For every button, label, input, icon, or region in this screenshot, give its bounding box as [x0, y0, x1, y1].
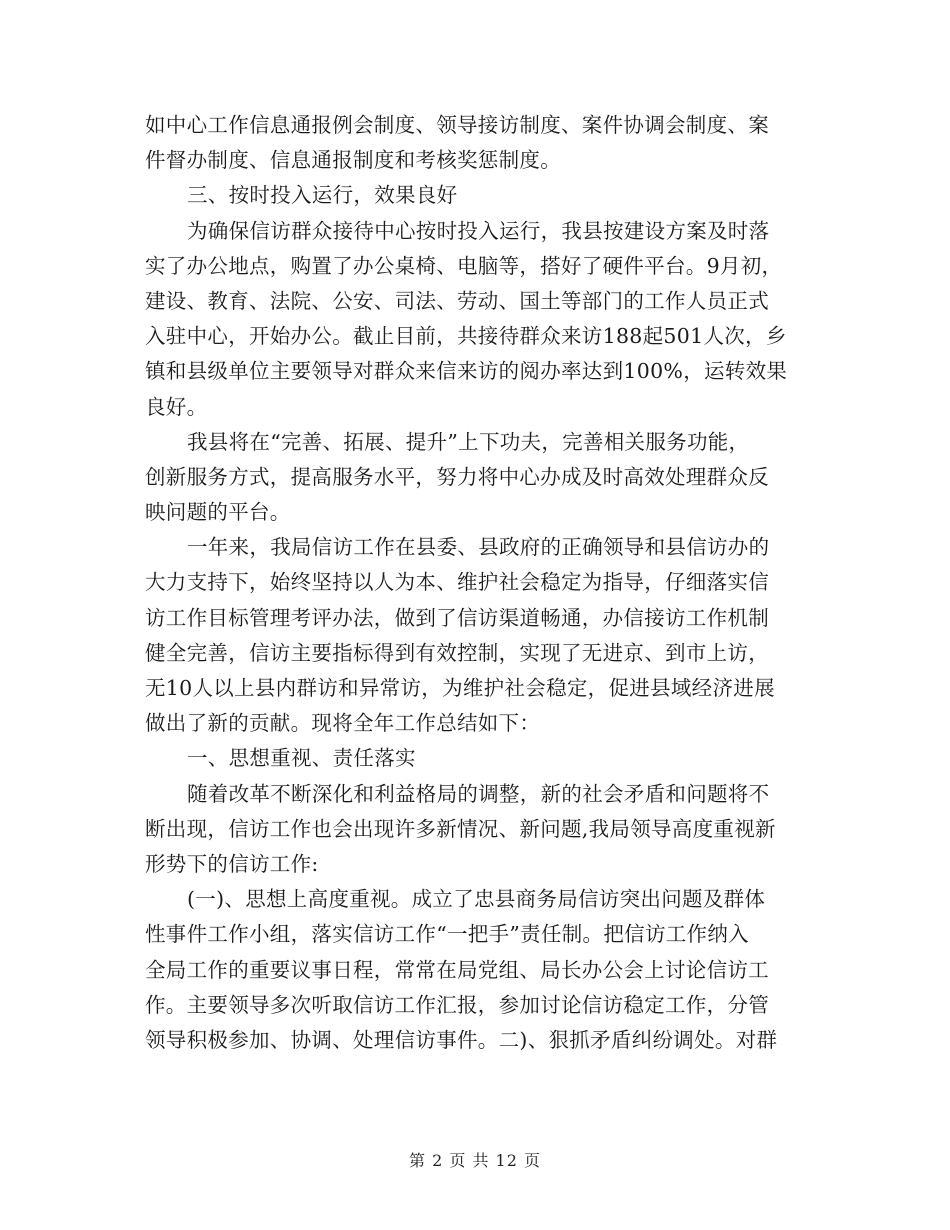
text-line: 随着改革不断深化和利益格局的调整，新的社会矛盾和问题将不 [187, 781, 770, 806]
text-line: 创新服务方式，提高服务水平，努力将中心办成及时高效处理群众反 [145, 464, 769, 489]
text-line: 做出了新的贡献。现将全年工作总结如下： [145, 711, 541, 736]
text-line: 领导积极参加、协调、处理信访事件。二)、狠抓矛盾纠纷调处。对群 [145, 1027, 778, 1052]
text-line: 三、按时投入运行，效果良好 [187, 183, 458, 208]
text-line: 形势下的信访工作: [145, 851, 319, 876]
page-footer [0, 1148, 950, 1171]
text-line: 映问题的平台。 [145, 500, 291, 525]
text-line: 一年来，我局信访工作在县委、县政府的正确领导和县信访办的 [187, 535, 770, 560]
document-body [145, 108, 805, 1058]
text-line: 全局工作的重要议事日程，常常在局党组、局长办公会上讨论信访工 [145, 957, 769, 982]
text-line: 镇和县级单位主要领导对群众来信来访的阅办率达到100%，运转效果 [145, 359, 788, 384]
text-line: 大力支持下，始终坚持以人为本、维护社会稳定为指导，仔细落实信 [145, 570, 769, 595]
text-line: 健全完善，信访主要指标得到有效控制，实现了无进京、到市上访， [145, 640, 769, 665]
text-line: 我县将在“完善、拓展、提升”上下功夫，完善相关服务功能， [187, 429, 750, 454]
text-line: 访工作目标管理考评办法，做到了信访渠道畅通，办信接访工作机制 [145, 605, 769, 630]
text-line: 良好。 [145, 394, 208, 419]
text-line: 件督办制度、信息通报制度和考核奖惩制度。 [145, 148, 561, 173]
text-line: 入驻中心，开始办公。截止目前，共接待群众来访188起501人次，乡 [145, 324, 787, 349]
text-line: 如中心工作信息通报例会制度、领导接访制度、案件协调会制度、案 [145, 113, 769, 137]
text-line: 实了办公地点，购置了办公桌椅、电脑等，搭好了硬件平台。9月初， [145, 253, 783, 278]
text-line: (一)、思想上高度重视。成立了忠县商务局信访突出问题及群体 [187, 887, 766, 912]
text-line: 断出现，信访工作也会出现许多新情况、新问题,我局领导高度重视新 [145, 816, 776, 841]
text-line: 一、思想重视、责任落实 [187, 746, 416, 771]
text-line: 无10人以上县内群访和异常访，为维护社会稳定，促进县域经济进展 [145, 676, 775, 700]
text-line: 性事件工作小组，落实信访工作“一把手”责任制。把信访工作纳入 [145, 922, 749, 947]
text-line: 作。主要领导多次听取信访工作汇报，参加讨论信访稳定工作，分管 [145, 992, 769, 1017]
page-number-label: 第 2 页 共 12 页 [409, 1151, 541, 1170]
text-line: 建设、教育、法院、公安、司法、劳动、国土等部门的工作人员正式 [145, 288, 769, 313]
text-line: 为确保信访群众接待中心按时投入运行，我县按建设方案及时落 [187, 218, 770, 243]
